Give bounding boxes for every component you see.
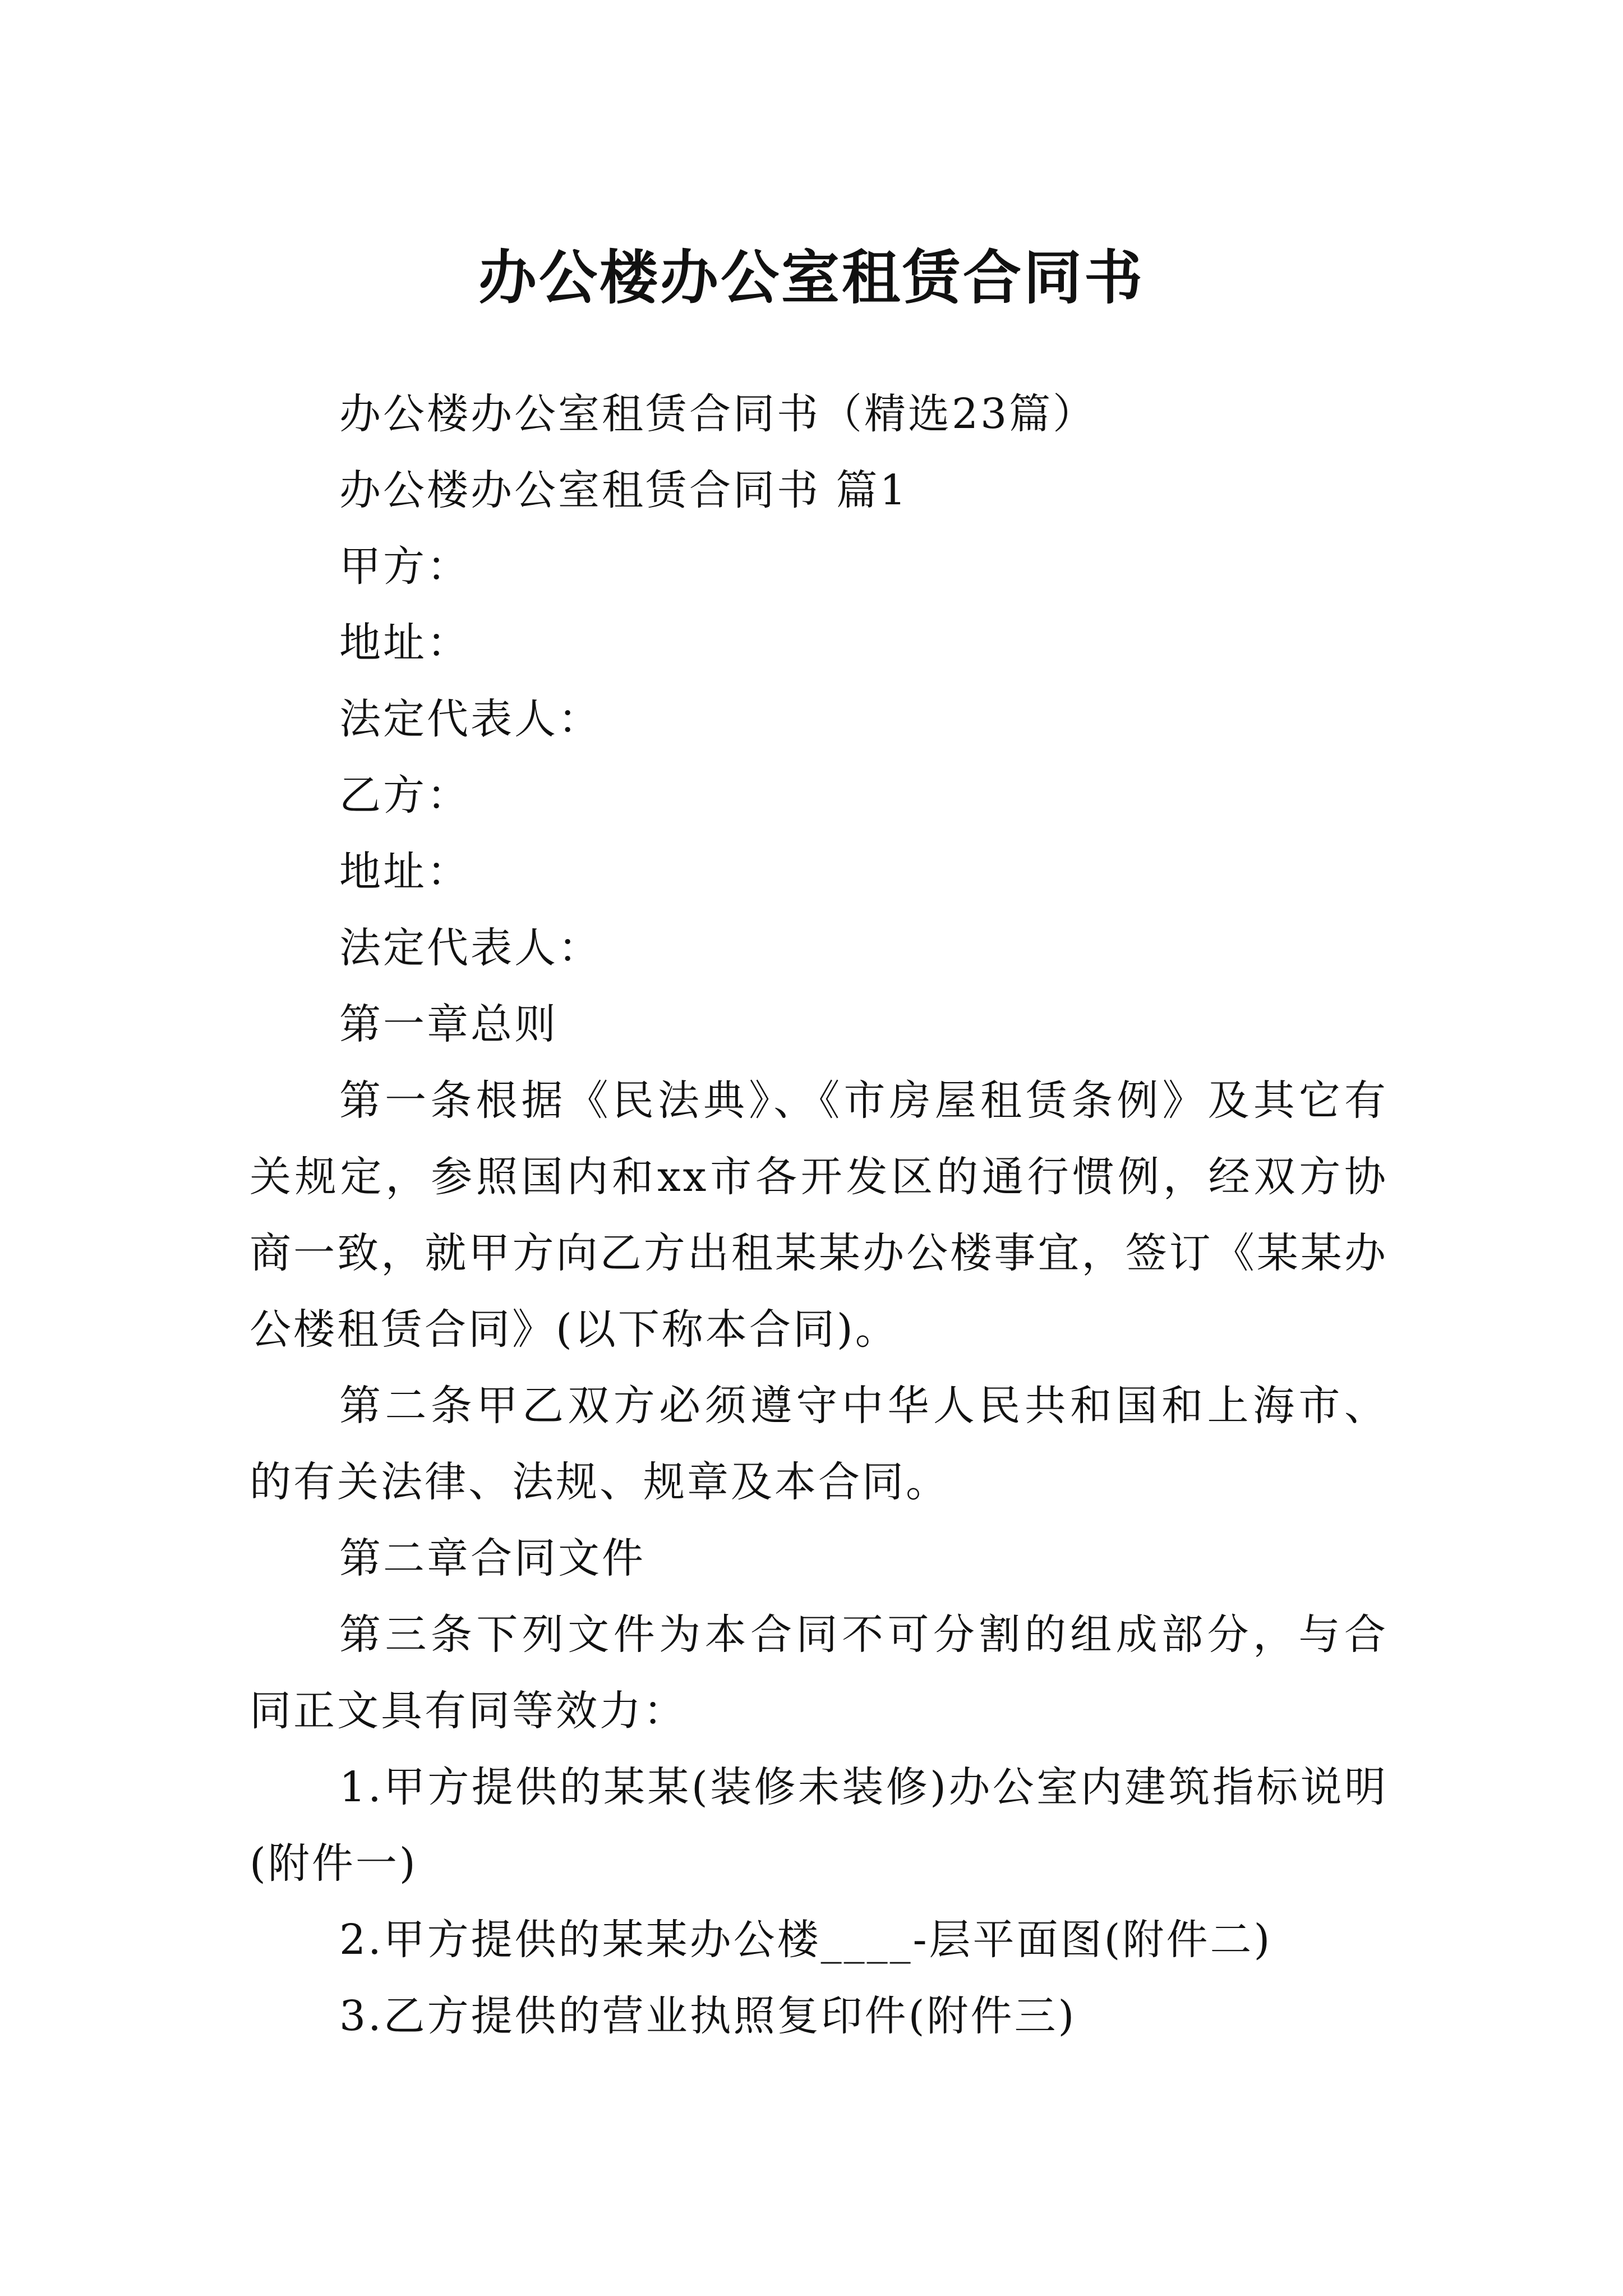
- body-paragraph: 2.甲方提供的某某办公楼____-层平面图(附件二): [339, 1916, 1272, 1964]
- body-paragraph: 地址：: [339, 619, 471, 667]
- body-paragraph: 办公楼办公室租赁合同书（精选23篇）: [339, 390, 1097, 438]
- body-paragraph: 地址：: [339, 848, 471, 896]
- document-title: 办公楼办公室租赁合同书: [478, 242, 1145, 312]
- body-paragraph: 法定代表人：: [339, 695, 602, 743]
- body-paragraph: 甲方：: [339, 542, 471, 591]
- document-body: [250, 376, 1388, 2054]
- body-paragraph: 第二条甲乙双方必须遵守中华人民共和国和上海市、的有关法律、法规、规章及本合同。: [250, 1382, 1388, 1506]
- body-paragraph: 乙方：: [339, 771, 471, 820]
- body-paragraph: 1.甲方提供的某某(装修未装修)办公室内建筑指标说明(附件一): [250, 1763, 1388, 1888]
- body-paragraph: 3.乙方提供的营业执照复印件(附件三): [339, 1992, 1077, 2040]
- body-paragraph: 第三条下列文件为本合同不可分割的组成部分，与合同正文具有同等效力：: [250, 1611, 1388, 1735]
- body-paragraph: 第二章合同文件: [339, 1534, 645, 1582]
- body-paragraph: 第一章总则: [339, 1000, 558, 1048]
- body-paragraph: 办公楼办公室租赁合同书 篇1: [339, 466, 909, 514]
- body-paragraph: 法定代表人：: [339, 924, 602, 972]
- body-paragraph: 第一条根据《民法典》、《市房屋租赁条例》及其它有关规定，参照国内和xx市各开发区的通行惯例，经双方协商一致，就甲方向乙方出租某某办公楼事宜，签订《某某办公楼租赁合同》(以下称本合同)。: [250, 1076, 1388, 1354]
